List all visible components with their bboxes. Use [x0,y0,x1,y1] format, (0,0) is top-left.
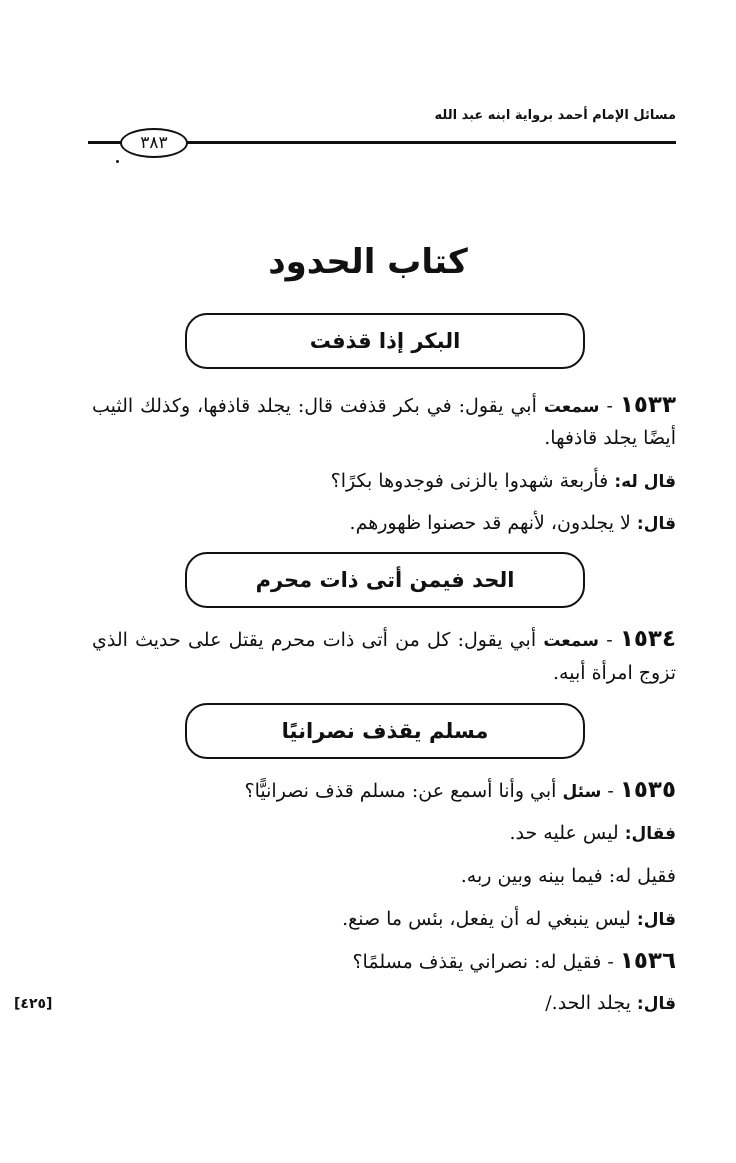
entry-1533-question [331,470,676,492]
answer-text: ليس عليه حد. [509,822,619,844]
entry-1536-line-1: ١٥٣٦ - فقيل له: نصراني يقذف مسلمًا؟ [352,948,676,974]
answer-text: ليس ينبغي له أن يفعل، بئس ما صنع. [342,908,631,930]
entry-1535-answer-2 [342,908,676,930]
entry-1534-line-2: تزوج امرأة أبيه. [553,662,676,684]
margin-page-reference: [٤٢٥] [14,996,53,1012]
entry-number: ١٥٣٦ [619,948,676,974]
chapter-heading-2 [185,552,585,608]
entry-lead-word: سمعت [543,631,600,651]
chapter-heading-3 [185,703,585,759]
page-number: ٣٨٣ [120,128,188,158]
speaker-label: قال: [636,910,676,930]
entry-1536-answer [545,992,676,1014]
entry-number: ١٥٣٥ [619,777,676,803]
entry-1535-question-2: فقيل له: فيما بينه وبين ربه. [460,865,676,887]
entry-1535-answer-1 [510,822,677,844]
entry-1535-line-1: ١٥٣٥ - سئل أبي وأنا أسمع عن: مسلم قذف نصرانيًّا؟ [244,777,676,803]
speaker-label: قال: [636,514,676,534]
entry-text: فقيل له: نصراني يقذف مسلمًا؟ [352,951,602,973]
answer-text: يجلد الحد./ [545,992,631,1014]
question-text: فأربعة شهدوا بالزنى فوجدوها بكرًا؟ [330,470,609,492]
answer-text: لا يجلدون، لأنهم قد حصنوا ظهورهم. [349,512,631,534]
speaker-label: قال: [636,994,676,1014]
entry-lead-word: سئل [562,782,602,802]
entry-1534-line-1: ١٥٣٤ - سمعت أبي يقول: كل من أتى ذات محرم يقتل على حديث الذي [92,626,677,652]
entry-1533-line-1: ١٥٣٣ - سمعت أبي يقول: في بكر قذفت قال: يجلد قاذفها، وكذلك الثيب [92,392,676,418]
chapter-title: الحد فيمن أتى ذات محرم [255,568,515,592]
entry-text: أبي يقول: كل من أتى ذات محرم يقتل على حديث الذي [92,629,537,651]
entry-lead-word: سمعت [543,397,600,417]
chapter-title: مسلم يقذف نصرانيًا [281,719,489,743]
speaker-label: قال له: [614,472,676,492]
entry-number: ١٥٣٣ [619,392,676,418]
entry-number: ١٥٣٤ [619,626,677,652]
running-header-title: مسائل الإمام أحمد برواية ابنه عبد الله [434,108,676,123]
entry-1533-answer [350,512,676,534]
book-title: كتاب الحدود [268,242,468,282]
entry-text: أبي وأنا أسمع عن: مسلم قذف نصرانيًّا؟ [244,780,557,802]
entry-1533-line-2: أيضًا يجلد قاذفها. [544,427,676,449]
chapter-title: البكر إذا قذفت [309,329,461,353]
entry-text: أبي يقول: في بكر قذفت قال: يجلد قاذفها، وكذلك الثيب [92,395,537,417]
speaker-label: فقال: [624,824,676,844]
stray-dot [116,160,119,163]
chapter-heading-1 [185,313,585,369]
